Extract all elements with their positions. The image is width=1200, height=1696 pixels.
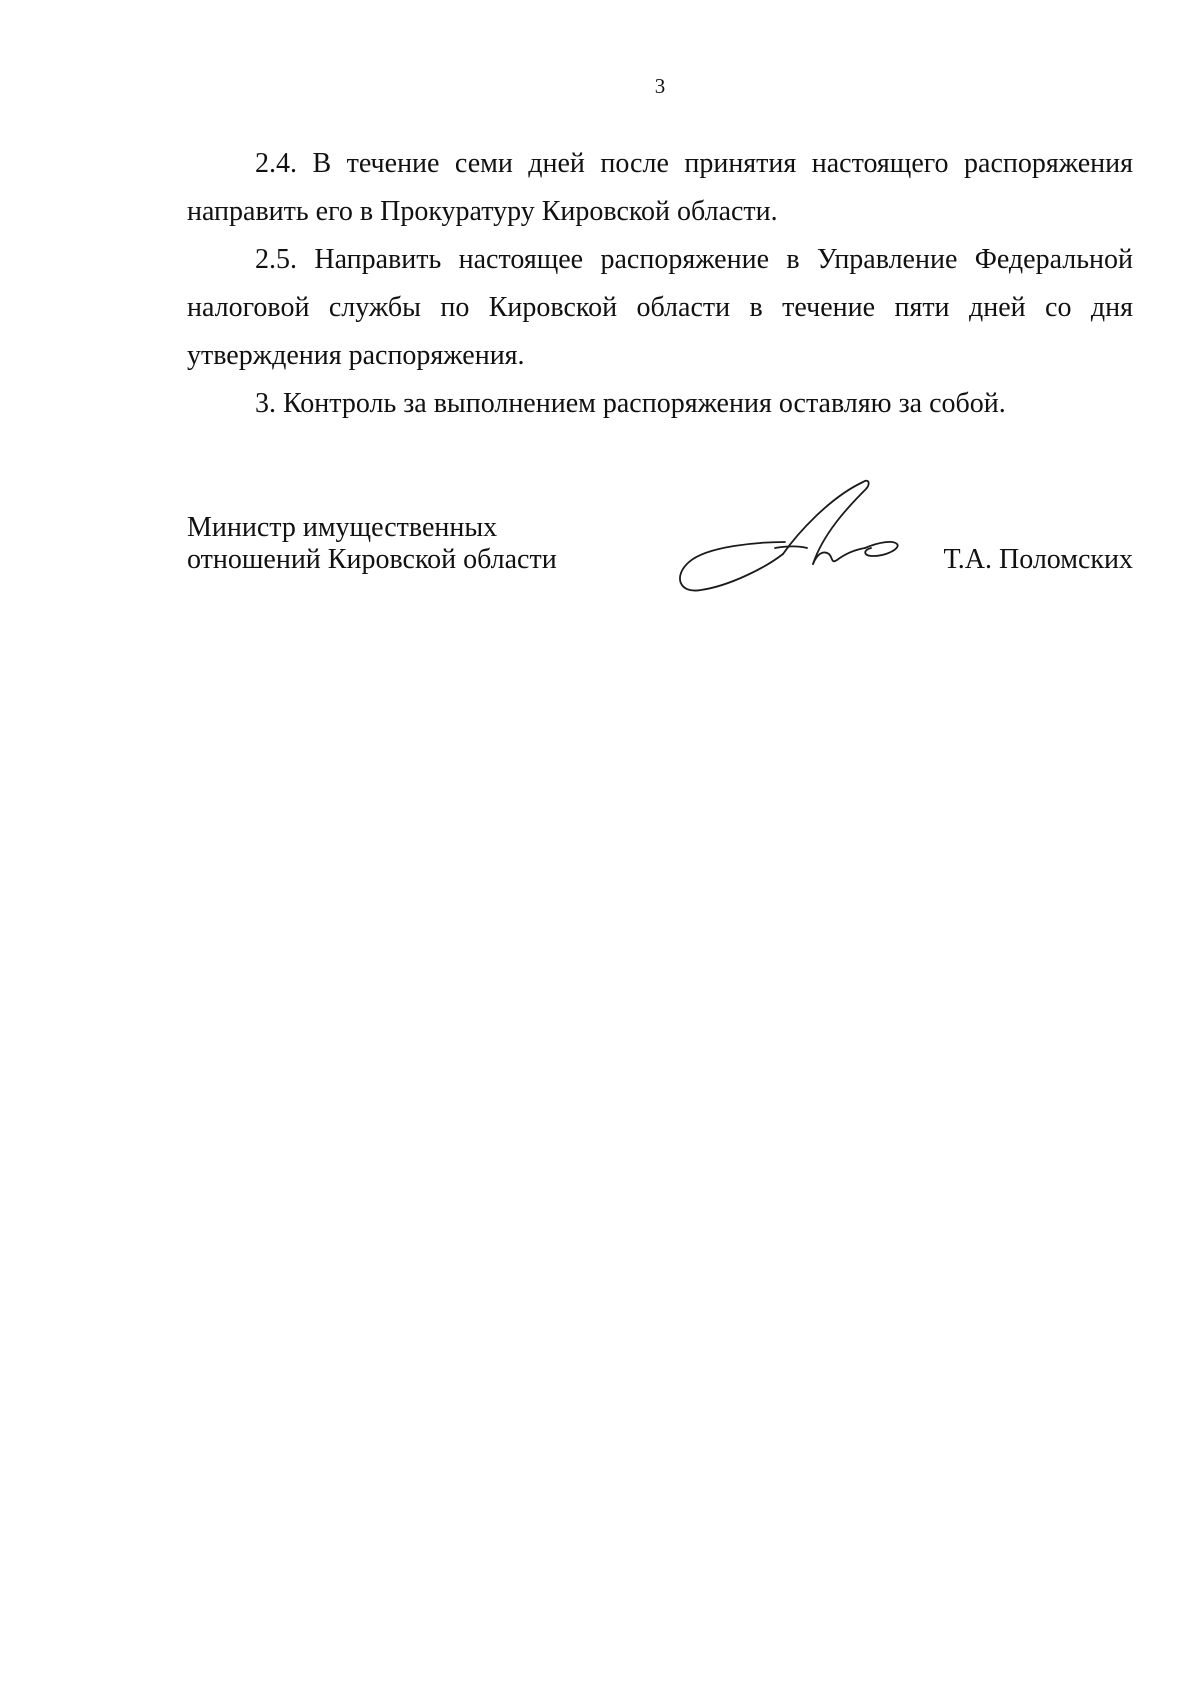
signer-position bbox=[187, 512, 557, 576]
document-body bbox=[187, 140, 1133, 428]
handwritten-signature bbox=[667, 476, 907, 606]
signer-name: Т.А. Поломских bbox=[943, 544, 1133, 575]
signature-block bbox=[187, 512, 1133, 612]
page-number: 3 bbox=[654, 74, 666, 98]
paragraph-2-5: 2.5. Направить настоящее распоряжение в Управление Федеральной налоговой службы по Кировской области в течение пяти дней со дня утверждения распоряжения. bbox=[187, 244, 1133, 371]
paragraph-3: 3. Контроль за выполнением распоряжения оставляю за собой. bbox=[255, 388, 1006, 419]
signer-position-line1: Министр имущественных bbox=[187, 512, 498, 543]
paragraph-2-4: 2.4. В течение семи дней после принятия настоящего распоряжения направить его в Прокуратуру Кировской области. bbox=[187, 148, 1133, 227]
signer-position-line2: отношений Кировской области bbox=[187, 544, 557, 575]
